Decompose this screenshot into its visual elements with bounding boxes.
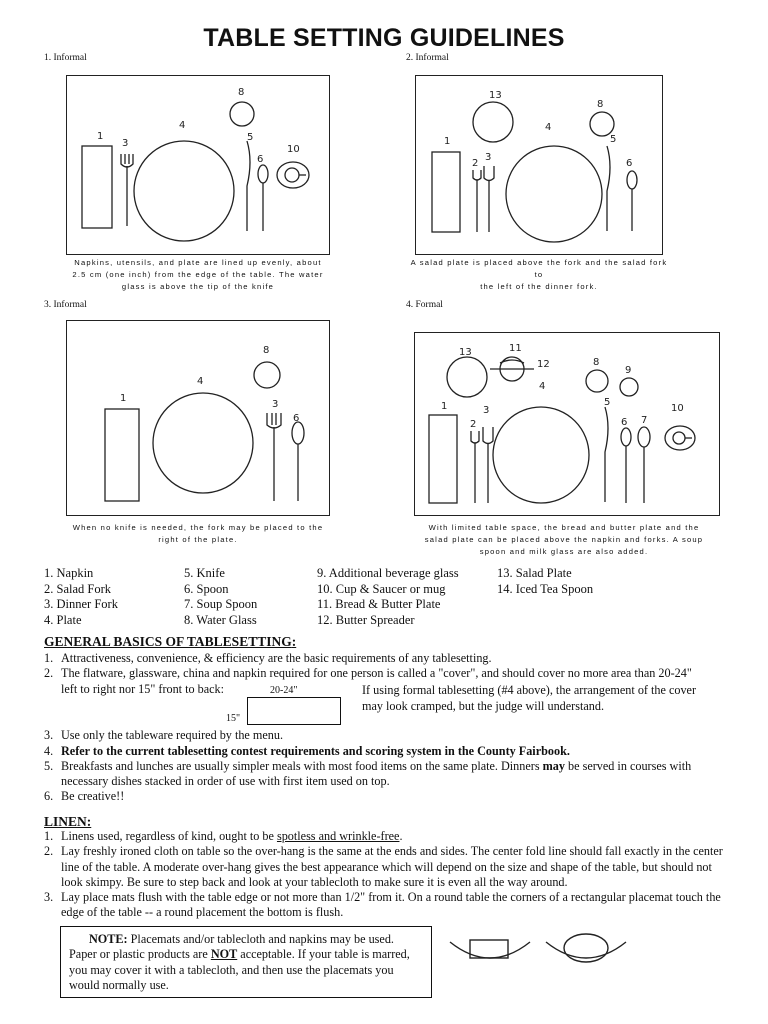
legend-item: 12. Butter Spreader [317, 612, 415, 627]
basics-item-6: 6. Be creative!! [44, 789, 125, 804]
cover-width-label: 20-24" [270, 685, 298, 697]
panel-4-caption: With limited table space, the bread and butter plate and the salad plate can be placed above the napkin and forks. A soup spoon and milk glass are also added. [424, 523, 704, 556]
svg-text:7: 7 [641, 415, 648, 426]
svg-text:13: 13 [459, 347, 472, 358]
legend-item: 13. Salad Plate [497, 566, 572, 580]
svg-text:10: 10 [671, 403, 684, 414]
cover-area-box [247, 697, 341, 725]
svg-text:11: 11 [509, 343, 522, 354]
legend-item: 5. Knife [184, 566, 225, 580]
svg-text:10: 10 [287, 144, 300, 155]
informal-setting-2-drawing [416, 76, 664, 256]
svg-text:1: 1 [120, 393, 127, 404]
basics-item-2: 2. The flatware, glassware, china and napkin required for one person is called a "cover", and should cover no more area than 20-24" left to right nor 15" front to back: 20-24" 15" If using formal tablesetting (#4 above), the arrangement of the cover may look cramped, but the judge will understand. [44, 666, 724, 712]
basics-item-2-note: If using formal tablesetting (#4 above), the arrangement of the cover may look cramped, but the judge will understand. [362, 683, 697, 713]
svg-text:2: 2 [472, 158, 479, 169]
legend-item: 14. Iced Tea Spoon [497, 581, 594, 596]
water-glass [586, 370, 608, 392]
basics-list [44, 651, 724, 805]
legend-item: 2. Salad Fork [44, 581, 112, 596]
informal-setting-3-drawing [67, 321, 331, 517]
place-setting-diagram-4 [414, 332, 720, 516]
cover-depth-label: 15" [226, 713, 241, 725]
panel-3-caption: When no knife is needed, the fork may be placed to the right of the plate. [72, 523, 324, 544]
spoon [621, 428, 631, 446]
legend-item: 6. Spoon [184, 581, 229, 596]
linen-item-2: 2. Lay freshly ironed cloth on table so the over-hang is the same at the ends and sides. The center fold line should fall exactly in the center line of the table. A moderate over-hang gives the best appearance which will depend on the size and shape of the table, but should not look skimpy. Be sure to step back and look at your tablecloth to make sure it is even all the way around. [44, 844, 723, 889]
linen-list [44, 829, 724, 921]
rectangular-placemat-table [450, 942, 530, 958]
soup-spoon [638, 427, 650, 447]
knife [607, 146, 610, 231]
svg-text:13: 13 [489, 90, 502, 101]
svg-text:3: 3 [272, 399, 279, 410]
knife [247, 141, 250, 231]
informal-setting-1-drawing [67, 76, 331, 256]
svg-text:6: 6 [257, 154, 264, 165]
svg-text:12: 12 [537, 359, 550, 370]
place-setting-diagram-2 [415, 75, 663, 255]
beverage-glass [620, 378, 638, 396]
legend-item: 11. Bread & Butter Plate [317, 597, 441, 611]
svg-text:8: 8 [593, 357, 600, 368]
svg-text:4: 4 [545, 122, 552, 133]
linen-item-3: 3. Lay place mats flush with the table edge or not more than 1/2" from it. On a round table the corners of a rectangular placemat touch the edge of the table -- a round placement the bottom is flush. [44, 890, 721, 920]
svg-text:6: 6 [293, 413, 300, 424]
legend-item: 7. Soup Spoon [184, 597, 258, 611]
legend-item: 10. Cup & Saucer or mug [317, 581, 446, 596]
napkin [429, 415, 457, 503]
water-glass [230, 102, 254, 126]
svg-text:5: 5 [247, 132, 254, 143]
linen-heading: LINEN: [44, 814, 92, 829]
napkin [82, 146, 112, 228]
svg-text:6: 6 [626, 158, 633, 169]
panel-1-caption: Napkins, utensils, and plate are lined up evenly, about 2.5 cm (one inch) from the edge of the table. The water glass is above the tip of the knife [72, 258, 324, 291]
svg-text:1: 1 [444, 136, 451, 147]
legend-item: 1. Napkin [44, 566, 94, 580]
spoon [258, 165, 268, 183]
svg-text:4: 4 [179, 120, 186, 131]
svg-text:5: 5 [610, 134, 617, 145]
panel-2-label: 2. Informal [406, 53, 449, 63]
placemat-illustration [448, 926, 628, 974]
legend-item: 9. Additional beverage glass [317, 566, 459, 580]
svg-text:3: 3 [485, 152, 492, 163]
napkin [105, 409, 139, 501]
formal-setting-drawing [415, 333, 721, 517]
svg-text:5: 5 [604, 397, 611, 408]
svg-text:8: 8 [238, 87, 245, 98]
svg-text:8: 8 [263, 345, 270, 356]
salad-plate [473, 102, 513, 142]
legend-item: 4. Plate [44, 612, 82, 627]
svg-text:3: 3 [483, 405, 490, 416]
svg-text:6: 6 [621, 417, 628, 428]
svg-text:1: 1 [441, 401, 448, 412]
round-placemat-table [546, 942, 626, 958]
basics-item-4: 4. Refer to the current tablesetting contest requirements and scoring system in the County Fairbook. [44, 743, 570, 758]
panel-1-label: 1. Informal [44, 53, 87, 63]
napkin [432, 152, 460, 232]
salad-plate [447, 357, 487, 397]
panel-3-label: 3. Informal [44, 300, 87, 310]
panel-4-label: 4. Formal [406, 300, 443, 310]
panel-2-caption: A salad plate is placed above the fork and the salad fork to the left of the dinner fork. [410, 258, 668, 291]
legend-item: 8. Water Glass [184, 612, 257, 627]
plate [134, 141, 234, 241]
spoon [292, 422, 304, 444]
place-setting-diagram-1 [66, 75, 330, 255]
plate [493, 407, 589, 503]
water-glass [254, 362, 280, 388]
note-box: NOTE: Placemats and/or tablecloth and napkins may be used. Paper or plastic products are NOT acceptable. If your table is marred, you may cover it with a tablecloth, and then use the placemats you would normally use. [60, 926, 432, 998]
svg-text:8: 8 [597, 99, 604, 110]
svg-text:4: 4 [197, 376, 204, 387]
svg-text:9: 9 [625, 365, 632, 376]
svg-text:4: 4 [539, 381, 546, 392]
place-setting-diagram-3 [66, 320, 330, 516]
svg-text:3: 3 [122, 138, 129, 149]
linen-item-1: 1. Linens used, regardless of kind, ought to be spotless and wrinkle-free. [44, 829, 403, 843]
knife [605, 407, 608, 502]
page-title: TABLE SETTING GUIDELINES [203, 24, 565, 52]
water-glass [590, 112, 614, 136]
svg-text:2: 2 [470, 419, 477, 430]
basics-item-1: 1. Attractiveness, convenience, & efficiency are the basic requirements of any tablesetting. [44, 651, 492, 665]
spoon [627, 171, 637, 189]
legend-item: 3. Dinner Fork [44, 597, 118, 611]
basics-heading: GENERAL BASICS OF TABLESETTING: [44, 634, 297, 649]
plate [506, 146, 602, 242]
basics-item-5: 5. Breakfasts and lunches are usually simpler meals with most food items on the same plate. Dinners may be served in courses with necessary dishes stacked in order of use with first item used on top. [44, 758, 692, 789]
svg-text:1: 1 [97, 131, 104, 142]
plate [153, 393, 253, 493]
basics-item-3: 3. Use only the tableware required by the menu. [44, 728, 284, 743]
